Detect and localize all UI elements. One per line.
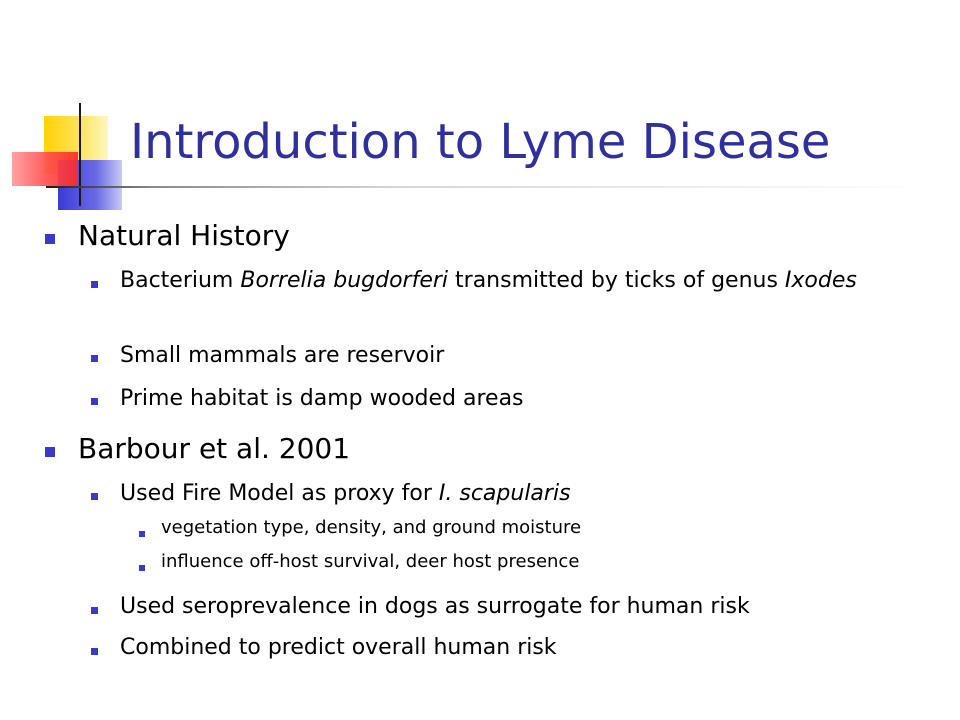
sublist-item-vegetation: vegetation type, density, and ground moisture — [161, 517, 582, 538]
list-item-reservoir: Small mammals are reservoir — [120, 343, 445, 368]
section-heading-natural-history: Natural History — [78, 219, 290, 252]
text-segment: Used Fire Model as proxy for — [120, 481, 439, 506]
list-item-bacterium — [120, 267, 880, 295]
bullet-level1 — [45, 234, 55, 244]
bullet-level2 — [91, 607, 98, 614]
bullet-level2 — [91, 355, 98, 362]
text-segment: Bacterium — [120, 268, 241, 293]
section-heading-barbour: Barbour et al. 2001 — [78, 432, 351, 465]
bullet-level1 — [45, 447, 55, 457]
bullet-level3 — [139, 531, 145, 537]
list-item-fire-model — [120, 480, 571, 508]
slide-title: Introduction to Lyme Disease — [130, 114, 831, 170]
bullet-level2 — [91, 281, 98, 288]
list-item-habitat: Prime habitat is damp wooded areas — [120, 386, 524, 411]
species-name: I. scapularis — [438, 481, 571, 506]
bullet-level3 — [139, 565, 145, 571]
decor-red-bar — [12, 152, 78, 186]
bullet-level2 — [91, 648, 98, 655]
decor-vertical-line — [79, 103, 81, 206]
text-segment: transmitted by ticks of genus — [448, 268, 785, 293]
bullet-level2 — [91, 493, 98, 500]
genus-name: Ixodes — [784, 268, 857, 293]
bullet-level2 — [91, 398, 98, 405]
list-item-combined: Combined to predict overall human risk — [120, 635, 557, 660]
title-underline — [46, 186, 930, 188]
list-item-seroprevalence: Used seroprevalence in dogs as surrogate for human risk — [120, 594, 750, 619]
sublist-item-survival: influence off-host survival, deer host presence — [161, 551, 580, 572]
species-name: Borrelia bugdorferi — [240, 268, 449, 293]
